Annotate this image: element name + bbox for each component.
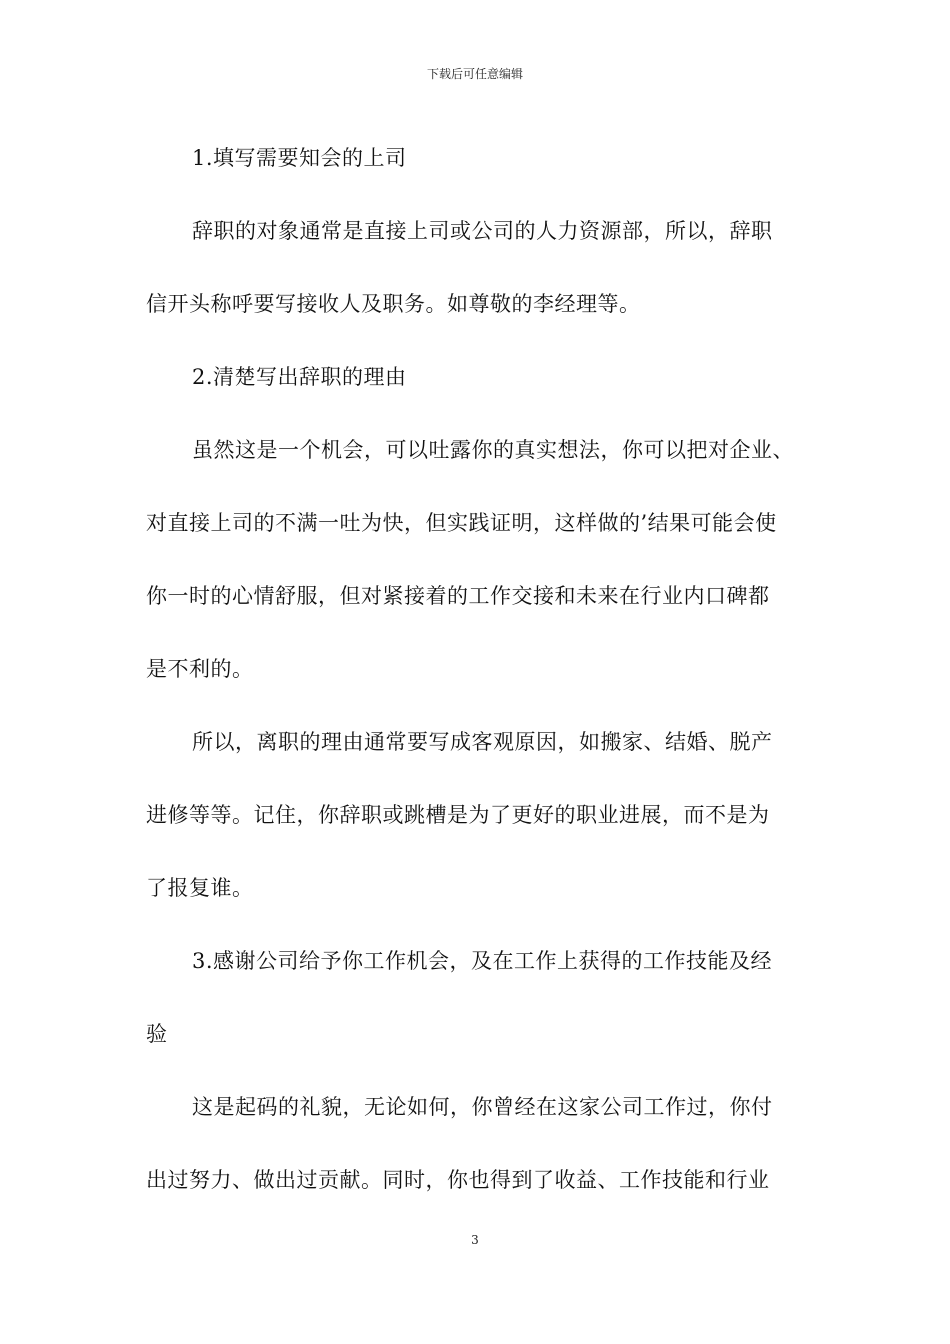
page-number: 3	[471, 1233, 479, 1247]
paragraph-line: 1.填写需要知会的上司	[192, 146, 407, 170]
paragraph-line: 辞职的对象通常是直接上司或公司的人力资源部，所以，辞职	[192, 219, 773, 243]
paragraph-line: 进修等等。记住，你辞职或跳槽是为了更好的职业进展，而不是为	[146, 803, 770, 827]
paragraph-heading-1	[146, 122, 816, 195]
paragraph	[146, 414, 816, 706]
paragraph-line: 是不利的。	[146, 657, 254, 681]
paragraph-heading-3	[146, 925, 816, 1071]
header-note: 下载后可任意编辑	[426, 67, 523, 81]
paragraph-heading-2	[146, 341, 816, 414]
paragraph	[146, 1071, 816, 1217]
paragraph-line: 这是起码的礼貌，无论如何，你曾经在这家公司工作过，你付	[192, 1095, 773, 1119]
paragraph-line: 虽然这是一个机会，可以吐露你的真实想法，你可以把对企业、	[192, 438, 794, 462]
paragraph-line: 所以，离职的理由通常要写成客观原因，如搬家、结婚、脱产	[192, 730, 773, 754]
paragraph-line: 信开头称呼要写接收人及职务。如尊敬的李经理等。	[146, 292, 641, 316]
paragraph-line: 出过努力、做出过贡献。同时，你也得到了收益、工作技能和行业	[146, 1168, 770, 1192]
paragraph	[146, 195, 816, 341]
paragraph-line: 对直接上司的不满一吐为快，但实践证明，这样做的’结果可能会使	[146, 511, 777, 535]
paragraph-line: 你一时的心情舒服，但对紧接着的工作交接和未来在行业内口碑都	[146, 584, 770, 608]
paragraph	[146, 706, 816, 925]
paragraph-line: 3.感谢公司给予你工作机会，及在工作上获得的工作技能及经	[192, 949, 773, 973]
document-body	[146, 122, 816, 1217]
paragraph-line: 验	[146, 1022, 168, 1046]
paragraph-line: 了报复谁。	[146, 876, 254, 900]
paragraph-line: 2.清楚写出辞职的理由	[192, 365, 407, 389]
